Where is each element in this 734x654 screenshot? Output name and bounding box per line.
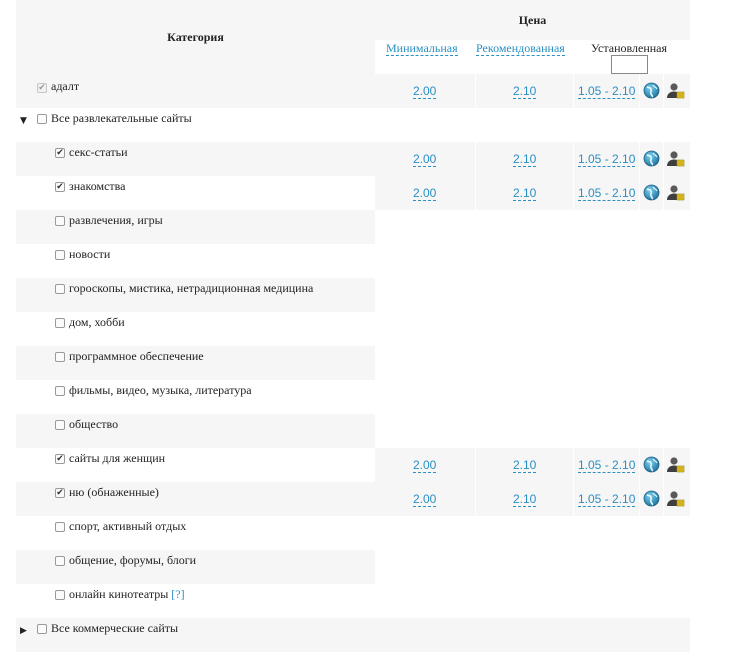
category-checkbox[interactable] xyxy=(55,590,65,600)
sort-recommended-price-link[interactable]: Рекомендованная xyxy=(476,41,565,55)
globe-cell xyxy=(640,142,663,176)
category-checkbox[interactable] xyxy=(55,556,65,566)
category-label-text: Все коммерческие сайты xyxy=(51,621,179,635)
category-checkbox: ✔ xyxy=(38,83,46,93)
price-range-value[interactable]: 1.05 - 2.10 xyxy=(578,186,636,200)
user-cell xyxy=(664,176,690,210)
set-price-label: Установленная xyxy=(591,41,668,55)
category-label xyxy=(51,79,79,94)
category-label-text: дом, хобби xyxy=(69,315,125,329)
globe-cell xyxy=(640,74,663,108)
category-checkbox[interactable] xyxy=(55,284,65,294)
user-cell xyxy=(664,142,690,176)
category-label xyxy=(69,179,125,194)
category-label-text: знакомства xyxy=(69,179,126,193)
category-label-text: онлайн кинотеатры xyxy=(69,587,169,601)
user-settings-icon[interactable] xyxy=(666,490,685,507)
min-price-value[interactable]: 2.00 xyxy=(413,492,437,506)
min-price-value[interactable]: 2.00 xyxy=(413,186,437,200)
price-range-value[interactable]: 1.05 - 2.10 xyxy=(578,84,636,98)
category-label-text: фильмы, видео, музыка, литература xyxy=(69,383,252,397)
category-group-row xyxy=(16,618,690,652)
category-label xyxy=(69,587,185,602)
category-checkbox[interactable] xyxy=(55,352,65,362)
min-price-value-cell xyxy=(375,482,475,516)
category-group-row xyxy=(16,108,690,142)
category-row xyxy=(16,312,690,346)
min-price-value[interactable]: 2.00 xyxy=(413,152,437,166)
recommended-price-value[interactable]: 2.10 xyxy=(513,84,537,98)
category-label xyxy=(69,213,163,228)
user-settings-icon[interactable] xyxy=(666,82,685,99)
price-range-value-cell xyxy=(574,142,639,176)
category-label xyxy=(69,383,252,398)
category-label-text: ню (обнаженные) xyxy=(69,485,159,499)
category-row xyxy=(16,550,690,584)
recommended-price-value[interactable]: 2.10 xyxy=(513,492,537,506)
category-checkbox[interactable]: ✔ xyxy=(56,148,64,158)
category-label xyxy=(51,111,192,126)
recommended-price-value-cell xyxy=(476,74,573,108)
category-label xyxy=(69,553,196,568)
category-row xyxy=(16,482,690,516)
user-cell xyxy=(664,448,690,482)
category-label xyxy=(69,417,118,432)
category-label xyxy=(69,281,313,296)
category-label xyxy=(69,485,159,500)
globe-cell xyxy=(640,176,663,210)
recommended-price-value[interactable]: 2.10 xyxy=(513,458,537,472)
category-checkbox[interactable]: ✔ xyxy=(56,454,64,464)
category-label-text: Все развлекательные сайты xyxy=(51,111,192,125)
user-settings-icon[interactable] xyxy=(666,150,685,167)
category-row xyxy=(16,74,690,108)
user-settings-icon[interactable] xyxy=(666,456,685,473)
category-row xyxy=(16,584,690,618)
category-checkbox[interactable]: ✔ xyxy=(56,182,64,192)
category-label-text: адалт xyxy=(51,79,80,93)
set-price-input[interactable] xyxy=(611,55,648,74)
recommended-price-value[interactable]: 2.10 xyxy=(513,152,537,166)
recommended-price-value-cell xyxy=(476,142,573,176)
min-price-value[interactable]: 2.00 xyxy=(413,84,437,98)
category-row xyxy=(16,414,690,448)
min-price-value-cell xyxy=(375,74,475,108)
globe-icon[interactable] xyxy=(643,456,660,473)
category-label-text: секс-статьи xyxy=(69,145,128,159)
category-row xyxy=(16,380,690,414)
min-price-value-cell xyxy=(375,142,475,176)
user-cell xyxy=(664,482,690,516)
category-row xyxy=(16,448,690,482)
price-range-value-cell xyxy=(574,482,639,516)
price-range-value[interactable]: 1.05 - 2.10 xyxy=(578,492,636,506)
recommended-price-value[interactable]: 2.10 xyxy=(513,186,537,200)
category-row xyxy=(16,278,690,312)
category-label-text: гороскопы, мистика, нетрадиционная медицина xyxy=(69,281,314,295)
category-row xyxy=(16,244,690,278)
globe-cell xyxy=(640,448,663,482)
globe-cell xyxy=(640,482,663,516)
price-header-label: Цена xyxy=(518,13,547,27)
expand-arrow-icon[interactable]: ▶ xyxy=(20,626,27,636)
category-checkbox[interactable] xyxy=(37,114,47,124)
category-checkbox[interactable] xyxy=(55,522,65,532)
category-checkbox[interactable]: ✔ xyxy=(56,488,64,498)
collapse-arrow-icon[interactable]: ▼ xyxy=(20,116,27,126)
recommended-price-value-cell xyxy=(476,482,573,516)
category-row xyxy=(16,346,690,380)
globe-icon[interactable] xyxy=(643,82,660,99)
category-checkbox[interactable] xyxy=(55,420,65,430)
category-row xyxy=(16,176,690,210)
category-label-text: сайты для женщин xyxy=(69,451,166,465)
category-label xyxy=(69,315,125,330)
sort-min-price-link[interactable]: Минимальная xyxy=(386,41,458,55)
category-label xyxy=(69,247,110,262)
category-checkbox[interactable] xyxy=(55,318,65,328)
price-range-value-cell xyxy=(574,74,639,108)
category-label xyxy=(69,451,165,466)
category-label xyxy=(51,621,178,636)
help-link[interactable]: [?] xyxy=(171,587,185,601)
price-range-value-cell xyxy=(574,176,639,210)
category-checkbox[interactable] xyxy=(37,624,47,634)
category-label-text: развлечения, игры xyxy=(69,213,163,227)
recommended-price-value-cell xyxy=(476,176,573,210)
category-label xyxy=(69,145,128,160)
category-label-text: спорт, активный отдых xyxy=(69,519,187,533)
user-cell xyxy=(664,74,690,108)
price-range-value[interactable]: 1.05 - 2.10 xyxy=(578,152,636,166)
category-row xyxy=(16,142,690,176)
price-header xyxy=(375,0,690,40)
user-settings-icon[interactable] xyxy=(666,184,685,201)
globe-icon[interactable] xyxy=(643,490,660,507)
category-label-text: программное обеспечение xyxy=(69,349,204,363)
category-label-text: новости xyxy=(69,247,111,261)
globe-icon[interactable] xyxy=(643,184,660,201)
category-header-label: Категория xyxy=(167,30,224,44)
globe-icon[interactable] xyxy=(643,150,660,167)
min-price-value[interactable]: 2.00 xyxy=(413,458,437,472)
category-checkbox[interactable] xyxy=(55,216,65,226)
category-row xyxy=(16,210,690,244)
category-label-text: общение, форумы, блоги xyxy=(69,553,197,567)
price-range-value-cell xyxy=(574,448,639,482)
category-row xyxy=(16,516,690,550)
category-checkbox[interactable] xyxy=(55,386,65,396)
min-price-value-cell xyxy=(375,176,475,210)
recommended-price-value-cell xyxy=(476,448,573,482)
category-checkbox[interactable] xyxy=(55,250,65,260)
min-price-value-cell xyxy=(375,448,475,482)
price-range-value[interactable]: 1.05 - 2.10 xyxy=(578,458,636,472)
category-label-text: общество xyxy=(69,417,119,431)
category-header xyxy=(16,0,375,74)
category-label xyxy=(69,349,204,364)
category-label xyxy=(69,519,186,534)
